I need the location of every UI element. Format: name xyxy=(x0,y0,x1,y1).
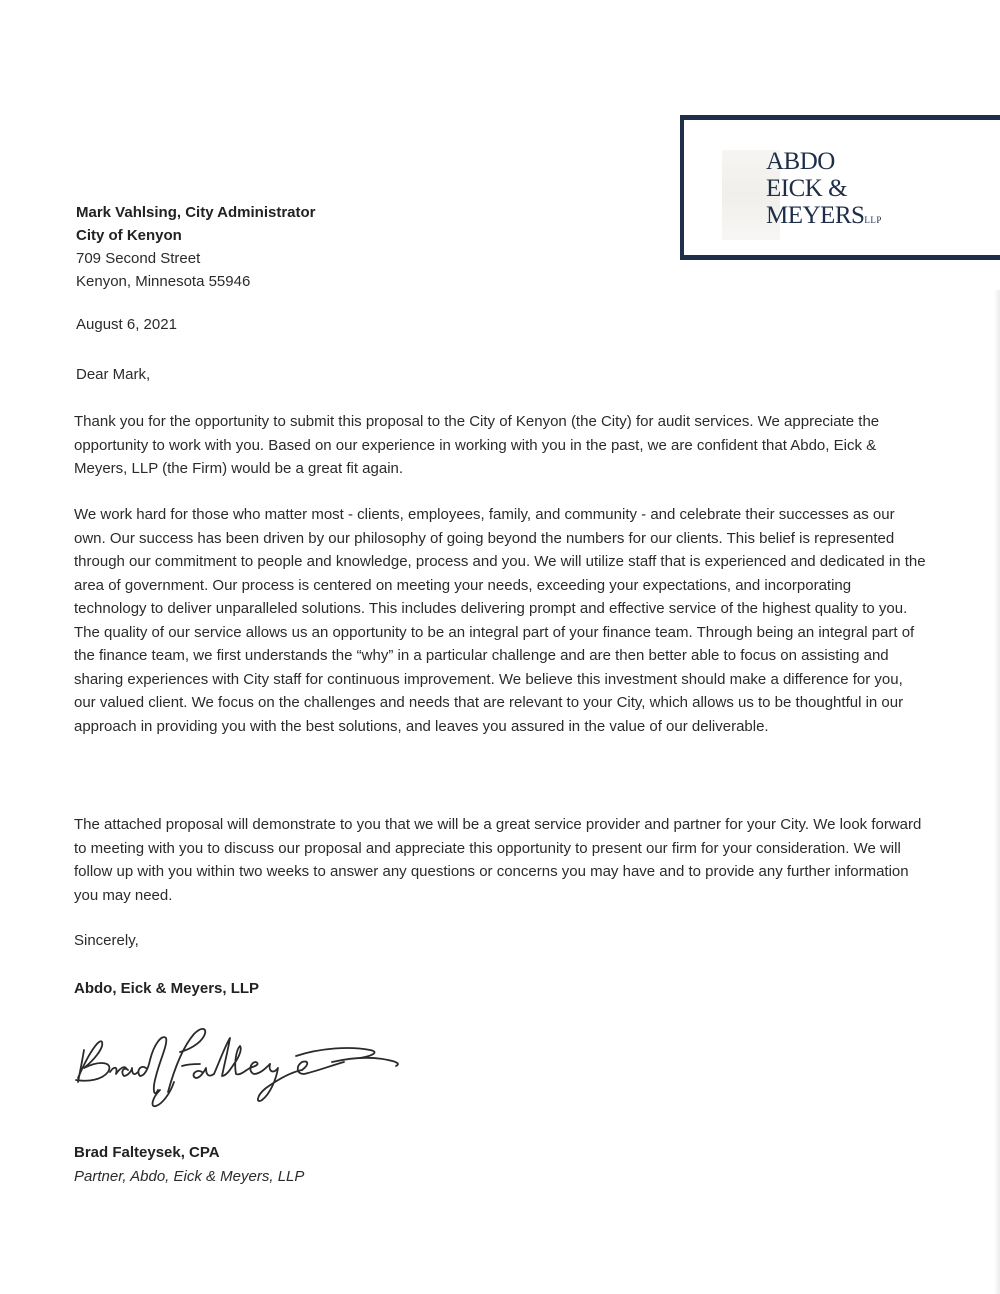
signer-title: Partner, Abdo, Eick & Meyers, LLP xyxy=(74,1168,305,1185)
handwritten-signature xyxy=(70,1020,420,1115)
recipient-city: Kenyon, Minnesota 55946 xyxy=(76,273,251,290)
logo-wordmark xyxy=(766,148,882,234)
page-edge-shadow xyxy=(994,290,1000,1294)
signer-name: Brad Falteysek, CPA xyxy=(74,1144,220,1161)
letter-date: August 6, 2021 xyxy=(76,316,177,333)
recipient-street: 709 Second Street xyxy=(76,250,201,267)
recipient-organization: City of Kenyon xyxy=(76,227,182,244)
firm-name: Abdo, Eick & Meyers, LLP xyxy=(74,980,260,997)
logo-line-1: ABDO xyxy=(766,148,835,175)
body-paragraph-2: We work hard for those who matter most - clients, employees, family, and community - and celebrate their successes as our own. Our success has been driven by our philosophy of going beyond the numbers for our clients. This belief is represented through our commitment to people and knowledge, process and you. We will utilize staff that is experienced and dedicated in the area of government. Our process is centered on meeting your needs, exceeding your expectations, and incorporating technology to deliver unparalleled solutions. This includes delivering prompt and effective service of the highest quality to you. The quality of our service allows us an opportunity to be an integral part of your finance team. Through being an integral part of the finance team, we first understands the “why” in a particular challenge and are then better able to focus on assisting and sharing experiences with City staff for continuous improvement. We believe this investment should make a difference for you, our valued client. We focus on the challenges and needs that are relevant to your City, which allows us to be thoughtful in our approach in providing you with the best solutions, and leaves you assured in the value of our deliverable. xyxy=(74,506,926,735)
closing: Sincerely, xyxy=(74,932,139,949)
firm-logo xyxy=(680,115,1000,260)
body-paragraph-1: Thank you for the opportunity to submit this proposal to the City of Kenyon (the City) for audit services. We appreciate the opportunity to work with you. Based on our experience in working with you in the past, we are confident that Abdo, Eick & Meyers, LLP (the Firm) would be a great fit again. xyxy=(74,413,880,477)
recipient-name: Mark Vahlsing, City Administrator xyxy=(76,204,316,221)
salutation: Dear Mark, xyxy=(76,366,151,383)
body-paragraph-3: The attached proposal will demonstrate to you that we will be a great service provider and partner for your City. We look forward to meeting with you to discuss our proposal and appreciate this opportunity to present our firm for your consideration. We will follow up with you within two weeks to answer any questions or concerns you may have and to provide any further information you may need. xyxy=(74,816,922,904)
recipient-address xyxy=(76,201,316,293)
logo-line-2: EICK & xyxy=(766,175,848,202)
logo-line-3: MEYERS xyxy=(766,202,865,229)
logo-suffix: LLP xyxy=(864,215,882,225)
